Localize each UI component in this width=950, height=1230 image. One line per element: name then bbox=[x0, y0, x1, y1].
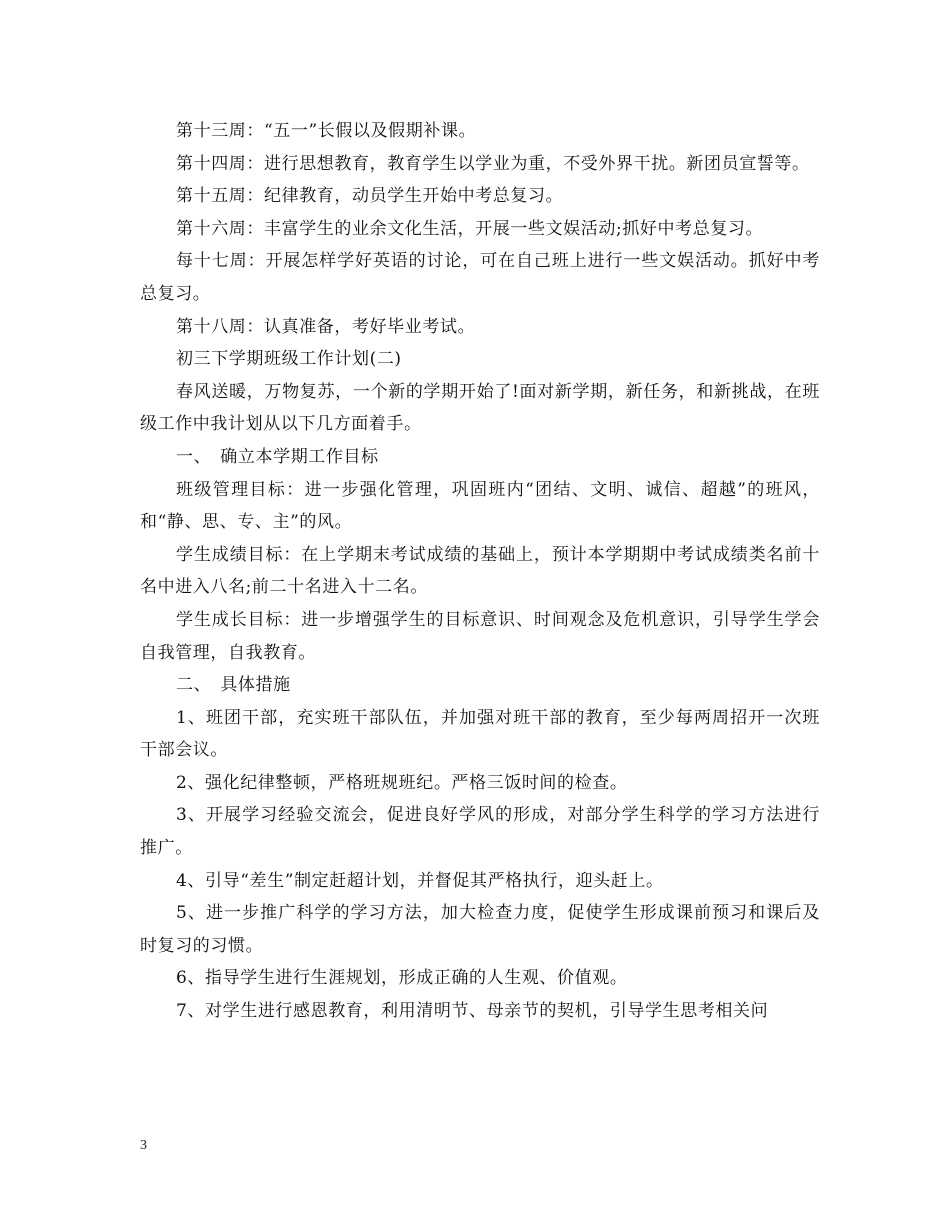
list-item: 1、班团干部，充实班干部队伍，并加强对班干部的教育，至少每两周招开一次班干部会议。 bbox=[140, 707, 820, 761]
list-item: 6、指导学生进行生涯规划，形成正确的人生观、价值观。 bbox=[176, 968, 628, 989]
paragraph: 班级管理目标：进一步强化管理，巩固班内“团结、文明、诚信、超越”的班风，和“静、思、专、主”的风。 bbox=[140, 479, 820, 533]
paragraph: 学生成长目标：进一步增强学生的目标意识、时间观念及危机意识，引导学生学会自我管理，自我教育。 bbox=[140, 609, 820, 663]
paragraph: 第十四周：进行思想教育，教育学生以学业为重，不受外界干扰。新团员宣誓等。 bbox=[176, 153, 810, 174]
section-heading: 二、 具体措施 bbox=[176, 675, 291, 696]
paragraph: 第十八周：认真准备，考好毕业考试。 bbox=[176, 316, 476, 337]
paragraph: 第十五周：纪律教育，动员学生开始中考总复习。 bbox=[176, 186, 564, 207]
section-title: 初三下学期班级工作计划(二) bbox=[176, 349, 402, 370]
paragraph: 每十七周：开展怎样学好英语的讨论，可在自己班上进行一些文娱活动。抓好中考总复习。 bbox=[140, 251, 820, 304]
page-number: 3 bbox=[140, 1138, 147, 1153]
document-body bbox=[140, 115, 820, 1028]
paragraph: 第十六周：丰富学生的业余文化生活，开展一些文娱活动;抓好中考总复习。 bbox=[176, 218, 764, 239]
list-item: 7、对学生进行感恩教育，利用清明节、母亲节的契机，引导学生思考相关问 bbox=[176, 1001, 769, 1022]
list-item: 3、开展学习经验交流会，促进良好学风的形成，对部分学生科学的学习方法进行推广。 bbox=[140, 805, 820, 859]
section-heading: 一、 确立本学期工作目标 bbox=[176, 446, 379, 467]
list-item: 4、引导“差生”制定赶超计划，并督促其严格执行，迎头赶上。 bbox=[176, 870, 664, 891]
paragraph: 学生成绩目标：在上学期末考试成绩的基础上，预计本学期期中考试成绩类名前十名中进入八名;前二十名进入十二名。 bbox=[140, 544, 820, 598]
list-item: 5、进一步推广科学的学习方法，加大检查力度，促使学生形成课前预习和课后及时复习的习惯。 bbox=[140, 903, 820, 956]
paragraph: 春风送暖，万物复苏，一个新的学期开始了!面对新学期，新任务，和新挑战，在班级工作中我计划从以下几方面着手。 bbox=[140, 381, 820, 435]
paragraph: 第十三周：“五一”长假以及假期补课。 bbox=[176, 121, 477, 141]
list-item: 2、强化纪律整顿，严格班规班纪。严格三饭时间的检查。 bbox=[176, 772, 628, 793]
